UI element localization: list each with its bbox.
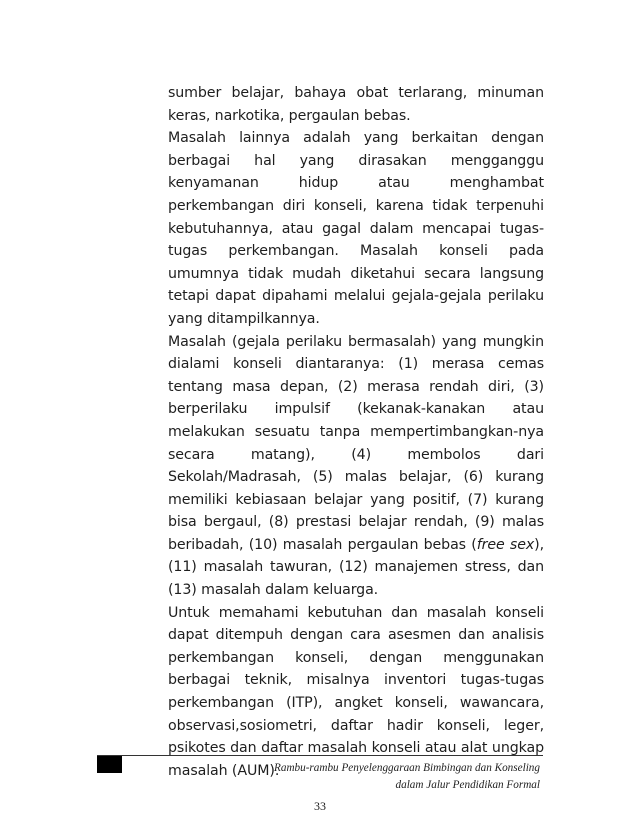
paragraph-3-italic: free sex <box>476 536 535 553</box>
paragraph-4: Untuk memahami kebutuhan dan masalah konseli dapat ditempuh dengan cara asesmen dan analisis perkembangan konseli, dengan menggunakan berbagai teknik, misalnya inventori tugas-tugas perkembangan (ITP), angket konseli, wawancara, observasi,sosiometri, daftar hadir konseli, leger, psikotes dan daftar masalah konseli atau alat ungkap masalah (AUM). <box>168 604 544 779</box>
body-text <box>168 82 544 782</box>
page-number: 33 <box>314 799 326 813</box>
footer-rule <box>97 755 543 756</box>
paragraph-3 <box>168 331 544 602</box>
footer-black-block <box>97 756 122 773</box>
paragraph-3-text-end: ), (11) masalah tawuran, (12) manajemen stress, dan (13) masalah dalam keluarga. <box>168 536 544 599</box>
running-footer <box>200 760 540 794</box>
footer-line-1: Rambu-rambu Penyelenggaraan Bimbingan dan Konseling <box>274 762 540 774</box>
paragraph-2: Masalah lainnya adalah yang berkaitan dengan berbagai hal yang dirasakan mengganggu kenyamanan hidup atau menghambat perkembangan diri konseli, karena tidak terpenuhi kebutuhannya, atau gagal dalam mencapai tugas-tugas perkembangan. Masalah konseli pada umumnya tidak mudah diketahui secara langsung tetapi dapat dipahami melalui gejala-gejala perilaku yang ditampilkannya. <box>168 130 544 327</box>
paragraph-3-text: Masalah (gejala perilaku bermasalah) yang mungkin dialami konseli diantaranya: (1) merasa cemas tentang masa depan, (2) merasa rendah diri, (3) berperilaku impulsif (kekanak-kanakan atau melakukan sesuatu tanpa mempertimbangkan-nya secara matang), (4) membolos dari Sekolah/Madrasah, (5) malas belajar, (6) kurang memiliki kebiasaan belajar yang positif, (7) kurang bisa bergaul, (8) prestasi belajar rendah, (9) malas beribadah, (10) masalah pergaulan bebas ( <box>168 333 544 553</box>
footer-line-2: dalam Jalur Pendidikan Formal <box>395 779 540 791</box>
paragraph-1: sumber belajar, bahaya obat terlarang, minuman keras, narkotika, pergaulan bebas. <box>168 85 544 124</box>
